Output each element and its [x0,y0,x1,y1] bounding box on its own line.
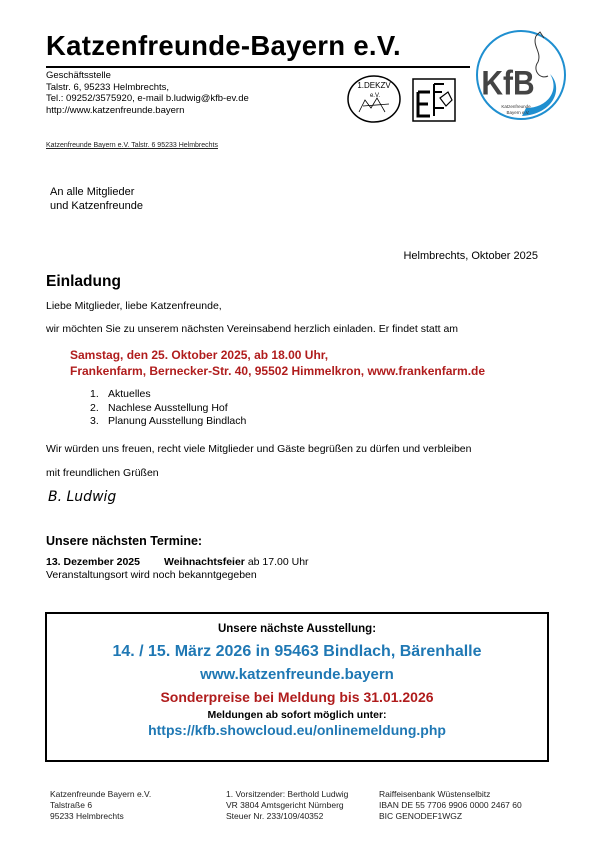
svg-text:e.V.: e.V. [369,93,381,99]
exhibition-date-place: 14. / 15. März 2026 in 95463 Bindlach, Bärenhalle [112,643,482,660]
footer-legal [226,789,348,822]
kfb-logo-icon [474,28,568,122]
footer-line: IBAN DE 55 7706 9906 0000 2467 60 [379,800,522,810]
agenda-item: 2. Nachlese Ausstellung Hof [90,401,228,414]
agenda-list [90,388,246,429]
upcoming-dates-heading: Unsere nächsten Termine: [46,534,203,548]
footer-line: Katzenfreunde Bayern e.V. [50,789,152,799]
footer-line: VR 3804 Amtsgericht Nürnberg [226,800,344,810]
contact-block [46,70,249,116]
agenda-item: 3. Planung Ausstellung Bindlach [90,415,247,427]
event-date: Samstag, den 25. Oktober 2025, ab 18.00 Uhr, [70,348,329,362]
upcoming-date-item [46,556,309,582]
special-price-note: Sonderpreise bei Meldung bis 31.01.2026 [160,689,434,705]
footer-line: BIC GENODEF1WGZ [379,811,463,821]
registration-link[interactable]: https://kfb.showcloud.eu/onlinemeldung.php [148,722,446,738]
footer-line: Steuer Nr. 233/109/40352 [226,811,324,821]
footer-line: 1. Vorsitzender: Berthold Ludwig [226,789,349,799]
letter-heading: Einladung [46,273,121,290]
regards-text: mit freundlichen Grüßen [46,467,159,479]
event-title: Weihnachtsfeier [163,556,245,568]
date: 13. Dezember 2025 [46,556,140,568]
contact-line: Talstr. 6, 95233 Helmbrechts, [46,81,170,93]
svg-text:KfB: KfB [481,63,535,103]
recipient-block [50,186,143,213]
date-line: Helmbrechts, Oktober 2025 [403,250,538,262]
exhibition-heading: Unsere nächste Ausstellung: [217,623,377,635]
salutation: Liebe Mitglieder, liebe Katzenfreunde, [46,300,222,312]
contact-line: Geschäftsstelle [46,70,111,81]
event-note: Veranstaltungsort wird noch bekanntgegeben [46,569,257,581]
agenda-item: 1. Aktuelles [90,388,151,400]
organization-title: Katzenfreunde-Bayern e.V. [46,30,401,61]
exhibition-box [45,612,549,762]
footer-bank [379,789,522,822]
exhibition-website-link[interactable]: www.katzenfreunde.bayern [200,666,394,683]
recipient-line: An alle Mitglieder [50,186,135,198]
svg-text:Katzenfreunde: Katzenfreunde [501,104,531,109]
dekzv-logo-icon [345,74,403,124]
svg-text:Bayern e.V.: Bayern e.V. [506,110,530,115]
intro-text: wir möchten Sie zu unserem nächsten Vereinsabend herzlich einladen. Er findet statt am [46,323,459,335]
contact-line[interactable]: http://www.katzenfreunde.bayern [46,104,185,116]
fife-logo-icon [412,78,456,122]
registration-label: Meldungen ab sofort möglich unter: [207,709,387,721]
sender-return-line: Katzenfreunde Bayern e.V. Talstr. 6 95233 Helmbrechts [46,142,218,149]
title-rule [46,66,470,68]
footer-line: 95233 Helmbrechts [50,811,124,821]
signature: B. Ludwig [48,489,117,505]
footer-line: Raiffeisenbank Wüstenselbitz [379,789,491,799]
recipient-line: und Katzenfreunde [50,199,143,212]
footer-line: Talstraße 6 [50,800,93,810]
closing-text: Wir würden uns freuen, recht viele Mitglieder und Gäste begrüßen zu dürfen und verbleiben [46,443,472,455]
contact-line[interactable]: Tel.: 09252/3575920, e-mail b.ludwig@kfb-ev.de [46,93,249,104]
event-location[interactable]: Frankenfarm, Bernecker-Str. 40, 95502 Himmelkron, www.frankenfarm.de [70,364,486,378]
svg-text:1.DEKZV: 1.DEKZV [357,81,391,90]
footer-address [50,789,151,822]
event-time: ab 17.00 Uhr [247,556,309,568]
